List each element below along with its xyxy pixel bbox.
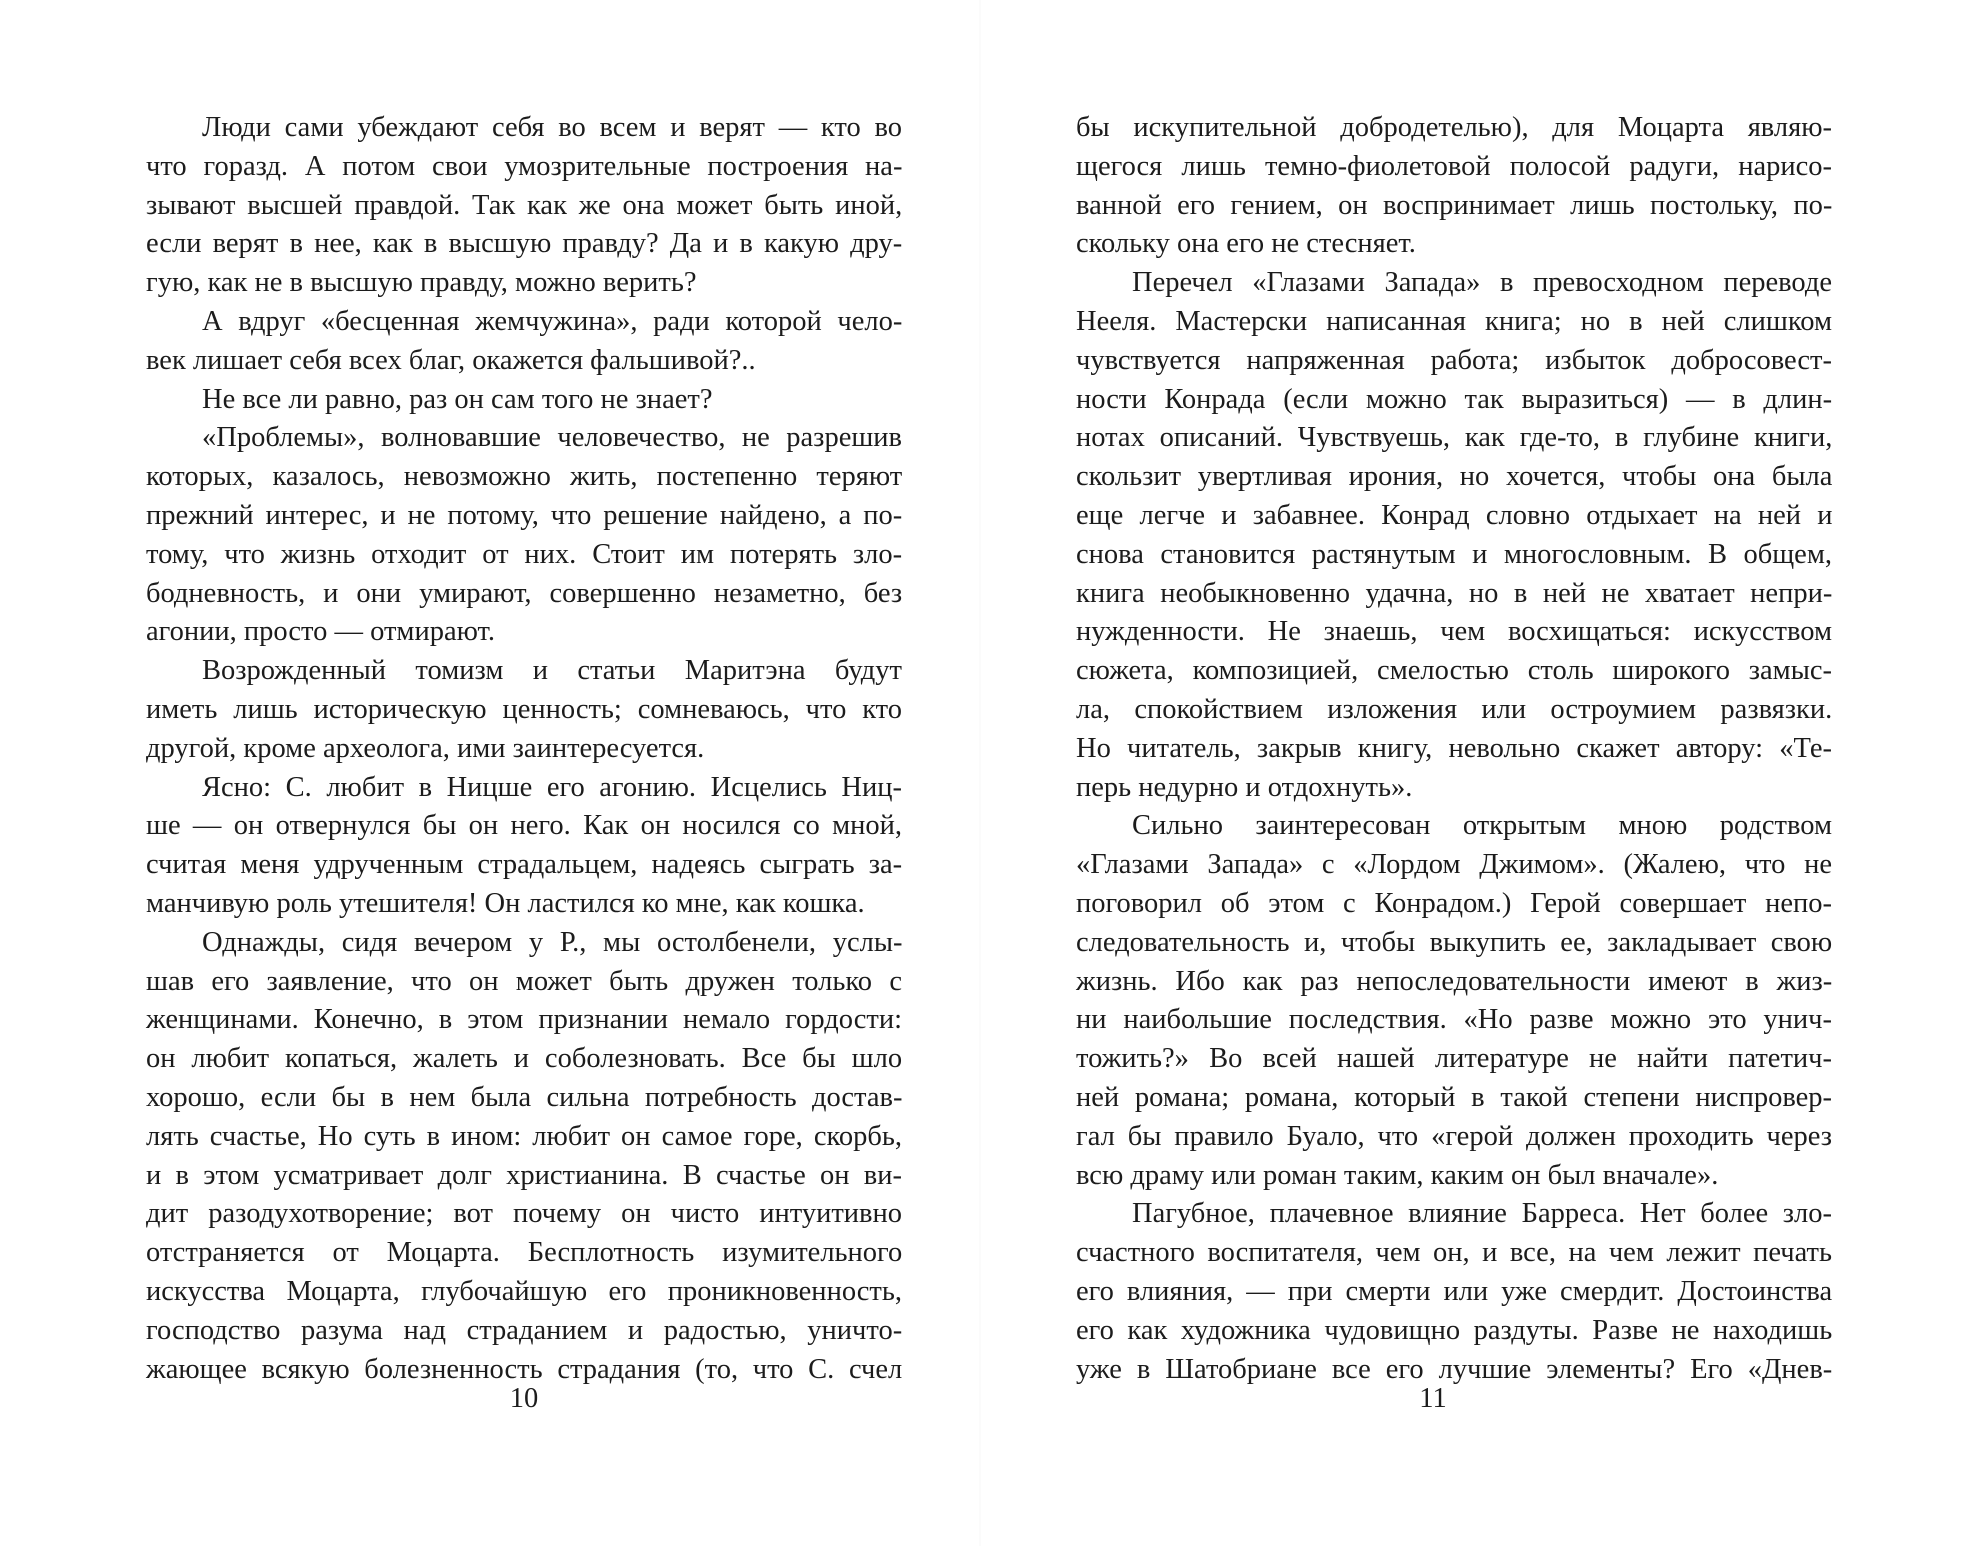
- text-line: А вдруг «бесценная жемчужина», ради которой чело-: [202, 305, 903, 337]
- text-line: тожить?» Во всей нашей литературе не найти патетич-: [1076, 1043, 1832, 1075]
- text-line: отстраняется от Моцарта. Бесплотность изумительного: [146, 1237, 903, 1269]
- text-line: нужденности. Не знаешь, чем восхищаться: искусством: [1076, 616, 1833, 648]
- text-line: поговорил об этом с Конрадом.) Герой совершает непо-: [1076, 887, 1832, 919]
- text-line: «Глазами Запада» с «Лордом Джимом». (Жалею, что не: [1076, 849, 1832, 881]
- right-page-text: [1076, 109, 1832, 1389]
- left-page: [0, 0, 980, 1546]
- text-line: «Проблемы», волновавшие человечество, не разрешив: [202, 422, 902, 454]
- text-line: манчивую роль утешителя! Он ластился ко мне, как кошка.: [146, 887, 865, 919]
- text-line: лять счастье, Но суть в ином: любит он самое горе, скорбь,: [146, 1120, 902, 1152]
- text-line: жизнь. Ибо как раз непоследовательности имеют в жиз-: [1076, 965, 1833, 997]
- text-line: следовательность и, чтобы выкупить ее, закладывает свою: [1076, 926, 1833, 958]
- text-line: Однажды, сидя вечером у Р., мы остолбенели, услы-: [202, 926, 903, 958]
- text-line: щегося лишь темно-фиолетовой полосой радуги, нарисо-: [1076, 150, 1832, 182]
- text-line: что горазд. А потом свои умозрительные построения на-: [146, 150, 903, 182]
- text-line: книга необыкновенно удачна, но в ней не хватает непри-: [1076, 577, 1833, 609]
- text-line: другой, кроме археолога, ими заинтересуется.: [146, 732, 705, 764]
- text-line: шав его заявление, что он может быть дружен только с: [146, 965, 902, 997]
- right-page-number: 11: [1419, 1383, 1447, 1414]
- text-line: ше — он отвернулся бы он него. Как он носился со мной,: [146, 810, 902, 842]
- text-line: ни наибольшие последствия. «Но разве можно это унич-: [1076, 1004, 1832, 1036]
- left-page-number: 10: [509, 1383, 539, 1414]
- text-line: Нееля. Мастерски написанная книга; но в ней слишком: [1076, 305, 1832, 337]
- text-line: гал бы правило Буало, что «герой должен проходить через: [1076, 1120, 1832, 1152]
- text-line: скольку она его не стесняет.: [1076, 228, 1416, 260]
- text-line: считая меня удрученным страдальцем, надеясь сыграть за-: [146, 849, 903, 881]
- text-line: хорошо, если бы в нем была сильна потребность достав-: [146, 1081, 903, 1113]
- text-line: господство разума над страданием и радостью, уничто-: [146, 1314, 903, 1346]
- text-line: его как художника чудовищно раздуты. Разве не находишь: [1076, 1314, 1833, 1346]
- text-line: зывают высшей правдой. Так как же она может быть иной,: [146, 189, 903, 221]
- text-line: женщинами. Конечно, в этом признании немало гордости:: [146, 1004, 902, 1036]
- text-line: которых, казалось, невозможно жить, постепенно теряют: [146, 461, 903, 493]
- text-line: если верят в нее, как в высшую правду? Да и в какую дру-: [146, 228, 903, 260]
- text-line: чувствуется напряженная работа; избыток добросовест-: [1076, 344, 1832, 376]
- text-line: Возрожденный томизм и статьи Маритэна будут: [202, 655, 902, 687]
- text-line: агонии, просто — отмирают.: [146, 616, 495, 648]
- text-line: бы искупительной добродетелью), для Моцарта являю-: [1076, 112, 1833, 143]
- text-line: перь недурно и отдохнуть».: [1076, 771, 1413, 803]
- text-line: ности Конрада (если можно так выразиться) — в длин-: [1076, 383, 1833, 415]
- text-line: Сильно заинтересован открытым мною родством: [1132, 810, 1832, 842]
- text-line: уже в Шатобриане все его лучшие элементы? Его «Днев-: [1076, 1353, 1833, 1385]
- text-line: Ясно: С. любит в Ницше его агонию. Исцелись Ниц-: [202, 771, 902, 803]
- text-line: ла, спокойствием изложения или остроумием развязки.: [1076, 693, 1833, 725]
- text-line: Но читатель, закрыв книгу, невольно скажет автору: «Те-: [1076, 732, 1832, 764]
- text-line: иметь лишь историческую ценность; сомневаюсь, что кто: [146, 693, 902, 725]
- text-line: искусства Моцарта, глубочайшую его проникновенность,: [146, 1275, 903, 1307]
- text-line: он любит копаться, жалеть и соболезновать. Все бы шло: [146, 1043, 903, 1075]
- text-line: ней романа; романа, который в такой степени ниспровер-: [1076, 1081, 1832, 1113]
- text-line: снова становится растянутым и многословным. В общем,: [1076, 538, 1832, 570]
- text-line: Пагубное, плачевное влияние Барреса. Нет более зло-: [1132, 1198, 1832, 1230]
- text-line: бодневность, и они умирают, совершенно незаметно, без: [146, 577, 903, 609]
- text-line: Не все ли равно, раз он сам того не знает?: [202, 383, 713, 415]
- text-line: жающее всякую болезненность страдания (то, что С. счел: [146, 1353, 903, 1385]
- text-line: тому, что жизнь отходит от них. Стоит им потерять зло-: [146, 538, 903, 570]
- text-line: и в этом усматривает долг христианина. В счастье он ви-: [146, 1159, 902, 1191]
- text-line: скользит увертливая ирония, но хочется, чтобы она была: [1076, 461, 1833, 493]
- text-line: век лишает себя всех благ, окажется фальшивой?..: [146, 344, 756, 376]
- text-line: дит разодухотворение; вот почему он чисто интуитивно: [146, 1198, 902, 1230]
- right-page: [980, 0, 1961, 1546]
- left-page-text: [146, 109, 902, 1389]
- text-line: сюжета, композицией, смелостью столь широкого замыс-: [1076, 655, 1832, 687]
- text-line: его влияния, — при смерти или уже смердит. Достоинства: [1076, 1275, 1833, 1307]
- text-line: Люди сами убеждают себя во всем и верят — кто во: [202, 112, 902, 143]
- text-line: гую, как не в высшую правду, можно верить?: [146, 267, 697, 299]
- text-line: Перечел «Глазами Запада» в превосходном переводе: [1132, 267, 1832, 299]
- text-line: прежний интерес, и не потому, что решение найдено, а по-: [146, 499, 903, 531]
- text-line: еще легче и забавнее. Конрад словно отдыхает на ней и: [1076, 499, 1833, 531]
- text-line: нотах описаний. Чувствуешь, как где-то, в глубине книги,: [1076, 422, 1833, 454]
- text-line: ванной его гением, он воспринимает лишь постольку, по-: [1076, 189, 1833, 221]
- text-line: всю драму или роман таким, каким он был вначале».: [1076, 1159, 1719, 1191]
- text-line: счастного воспитателя, чем он, и все, на чем лежит печать: [1076, 1237, 1832, 1269]
